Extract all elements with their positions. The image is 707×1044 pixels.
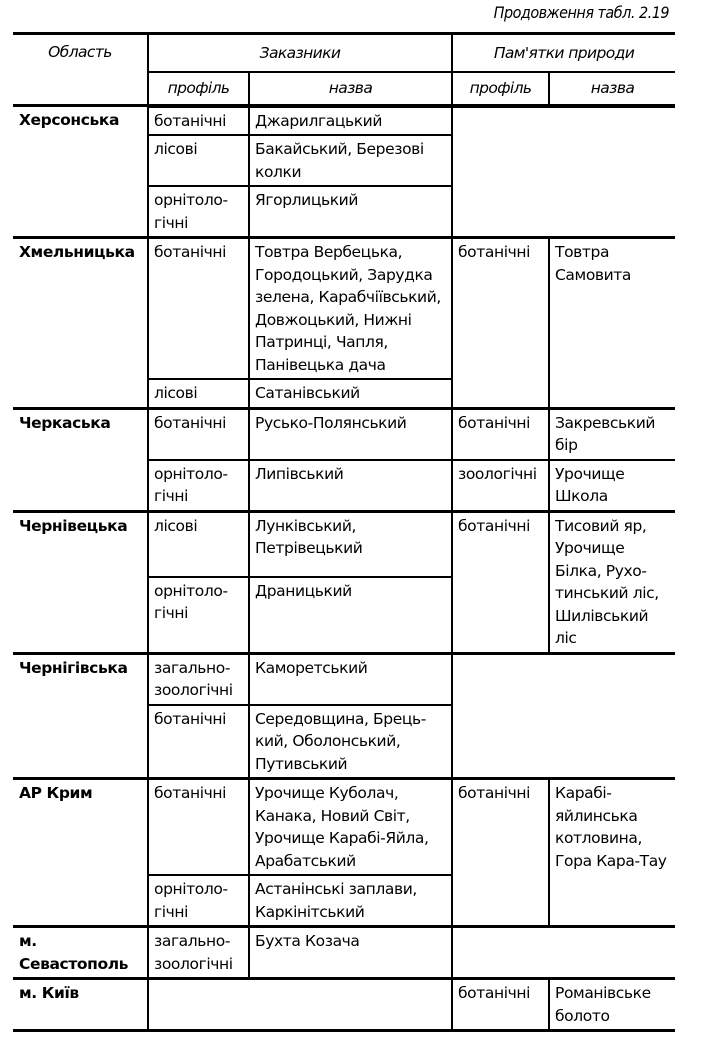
- monument-name-cell: Романівське болото: [549, 979, 675, 1031]
- table-row: [13, 238, 675, 380]
- reserve-profile-cell: загально-зоологічні: [148, 653, 249, 705]
- monument-profile-cell: ботанічні: [452, 979, 549, 1031]
- reserve-profile-cell: орнітоло-гічні: [148, 460, 249, 512]
- reserve-name-cell: Урочище Куболач, Канака, Новий Світ, Урочище Карабі-Яйла, Арабатський: [249, 779, 452, 876]
- monument-name-cell: Урочище Школа: [549, 460, 675, 512]
- monument-name-cell: Карабі-яйлинська котловина, Гора Кара-Тау: [549, 779, 675, 927]
- reserve-name-cell: Астанінські заплави, Каркінітський: [249, 875, 452, 927]
- region-cell: Херсонська: [13, 106, 148, 238]
- header-region: Область: [13, 34, 148, 106]
- reserve-profile-cell: орнітоло-гічні: [148, 186, 249, 238]
- monument-profile-cell: ботанічні: [452, 511, 549, 653]
- region-cell: м. Севастополь: [13, 927, 148, 979]
- reserve-name-cell: Сатанівський: [249, 379, 452, 408]
- reserve-profile-cell: ботанічні: [148, 238, 249, 380]
- header-reserves-name: назва: [249, 72, 452, 106]
- region-cell: м. Київ: [13, 979, 148, 1031]
- reserve-name-cell: Каморетський: [249, 653, 452, 705]
- table-row: [13, 927, 675, 979]
- header-reserves-profile: профіль: [148, 72, 249, 106]
- table-caption: Продовження табл. 2.19: [493, 3, 669, 22]
- header-monuments-profile: профіль: [452, 72, 549, 106]
- reserve-empty-cell: [148, 979, 452, 1031]
- reserve-name-cell: Ягорлицький: [249, 186, 452, 238]
- reserve-profile-cell: орнітоло-гічні: [148, 875, 249, 927]
- reserve-name-cell: Товтра Вербецька, Городоцький, Зарудка зелена, Карабчіївський, Довжоцький, Нижні Патринці, Чапля, Панівецька дача: [249, 238, 452, 380]
- table-row: [13, 511, 675, 577]
- monument-empty-cell: [452, 106, 675, 238]
- reserve-name-cell: Драницький: [249, 577, 452, 654]
- header-reserves: Заказники: [148, 34, 452, 73]
- reserve-name-cell: Русько-Полянський: [249, 408, 452, 460]
- table-row: [13, 653, 675, 705]
- nature-reserves-table: [13, 32, 675, 1032]
- reserve-name-cell: Липівський: [249, 460, 452, 512]
- monument-empty-cell: [452, 653, 675, 779]
- reserve-profile-cell: загально-зоологічні: [148, 927, 249, 979]
- monument-profile-cell: ботанічні: [452, 238, 549, 409]
- reserve-name-cell: Лунківський, Петрівецький: [249, 511, 452, 577]
- reserve-profile-cell: ботанічні: [148, 408, 249, 460]
- table-row: [13, 408, 675, 460]
- reserve-profile-cell: орнітоло-гічні: [148, 577, 249, 654]
- reserve-profile-cell: ботанічні: [148, 106, 249, 136]
- reserve-name-cell: Бухта Козача: [249, 927, 452, 979]
- region-cell: Чернівецька: [13, 511, 148, 653]
- reserve-profile-cell: ботанічні: [148, 705, 249, 779]
- header-monuments: Пам'ятки природи: [452, 34, 675, 73]
- region-cell: АР Крим: [13, 779, 148, 927]
- table-row: [13, 779, 675, 876]
- monument-name-cell: Тисовий яр, Урочище Білка, Рухо-тинський ліс, Шилівський ліс: [549, 511, 675, 653]
- reserve-profile-cell: ботанічні: [148, 779, 249, 876]
- table-row: [13, 979, 675, 1031]
- monument-profile-cell: ботанічні: [452, 779, 549, 927]
- monument-empty-cell: [452, 927, 675, 979]
- reserve-profile-cell: лісові: [148, 379, 249, 408]
- reserve-name-cell: Середовщина, Брець-кий, Оболонський, Путивський: [249, 705, 452, 779]
- region-cell: Хмельницька: [13, 238, 148, 409]
- reserve-name-cell: Бакайський, Березові колки: [249, 135, 452, 186]
- monument-name-cell: Товтра Самовита: [549, 238, 675, 409]
- reserve-profile-cell: лісові: [148, 135, 249, 186]
- reserve-name-cell: Джарилгацький: [249, 106, 452, 136]
- monument-profile-cell: зоологічні: [452, 460, 549, 512]
- region-cell: Черкаська: [13, 408, 148, 511]
- monument-profile-cell: ботанічні: [452, 408, 549, 460]
- table-row: [13, 106, 675, 136]
- header-monuments-name: назва: [549, 72, 675, 106]
- region-cell: Чернігівська: [13, 653, 148, 779]
- monument-name-cell: Закревський бір: [549, 408, 675, 460]
- reserve-profile-cell: лісові: [148, 511, 249, 577]
